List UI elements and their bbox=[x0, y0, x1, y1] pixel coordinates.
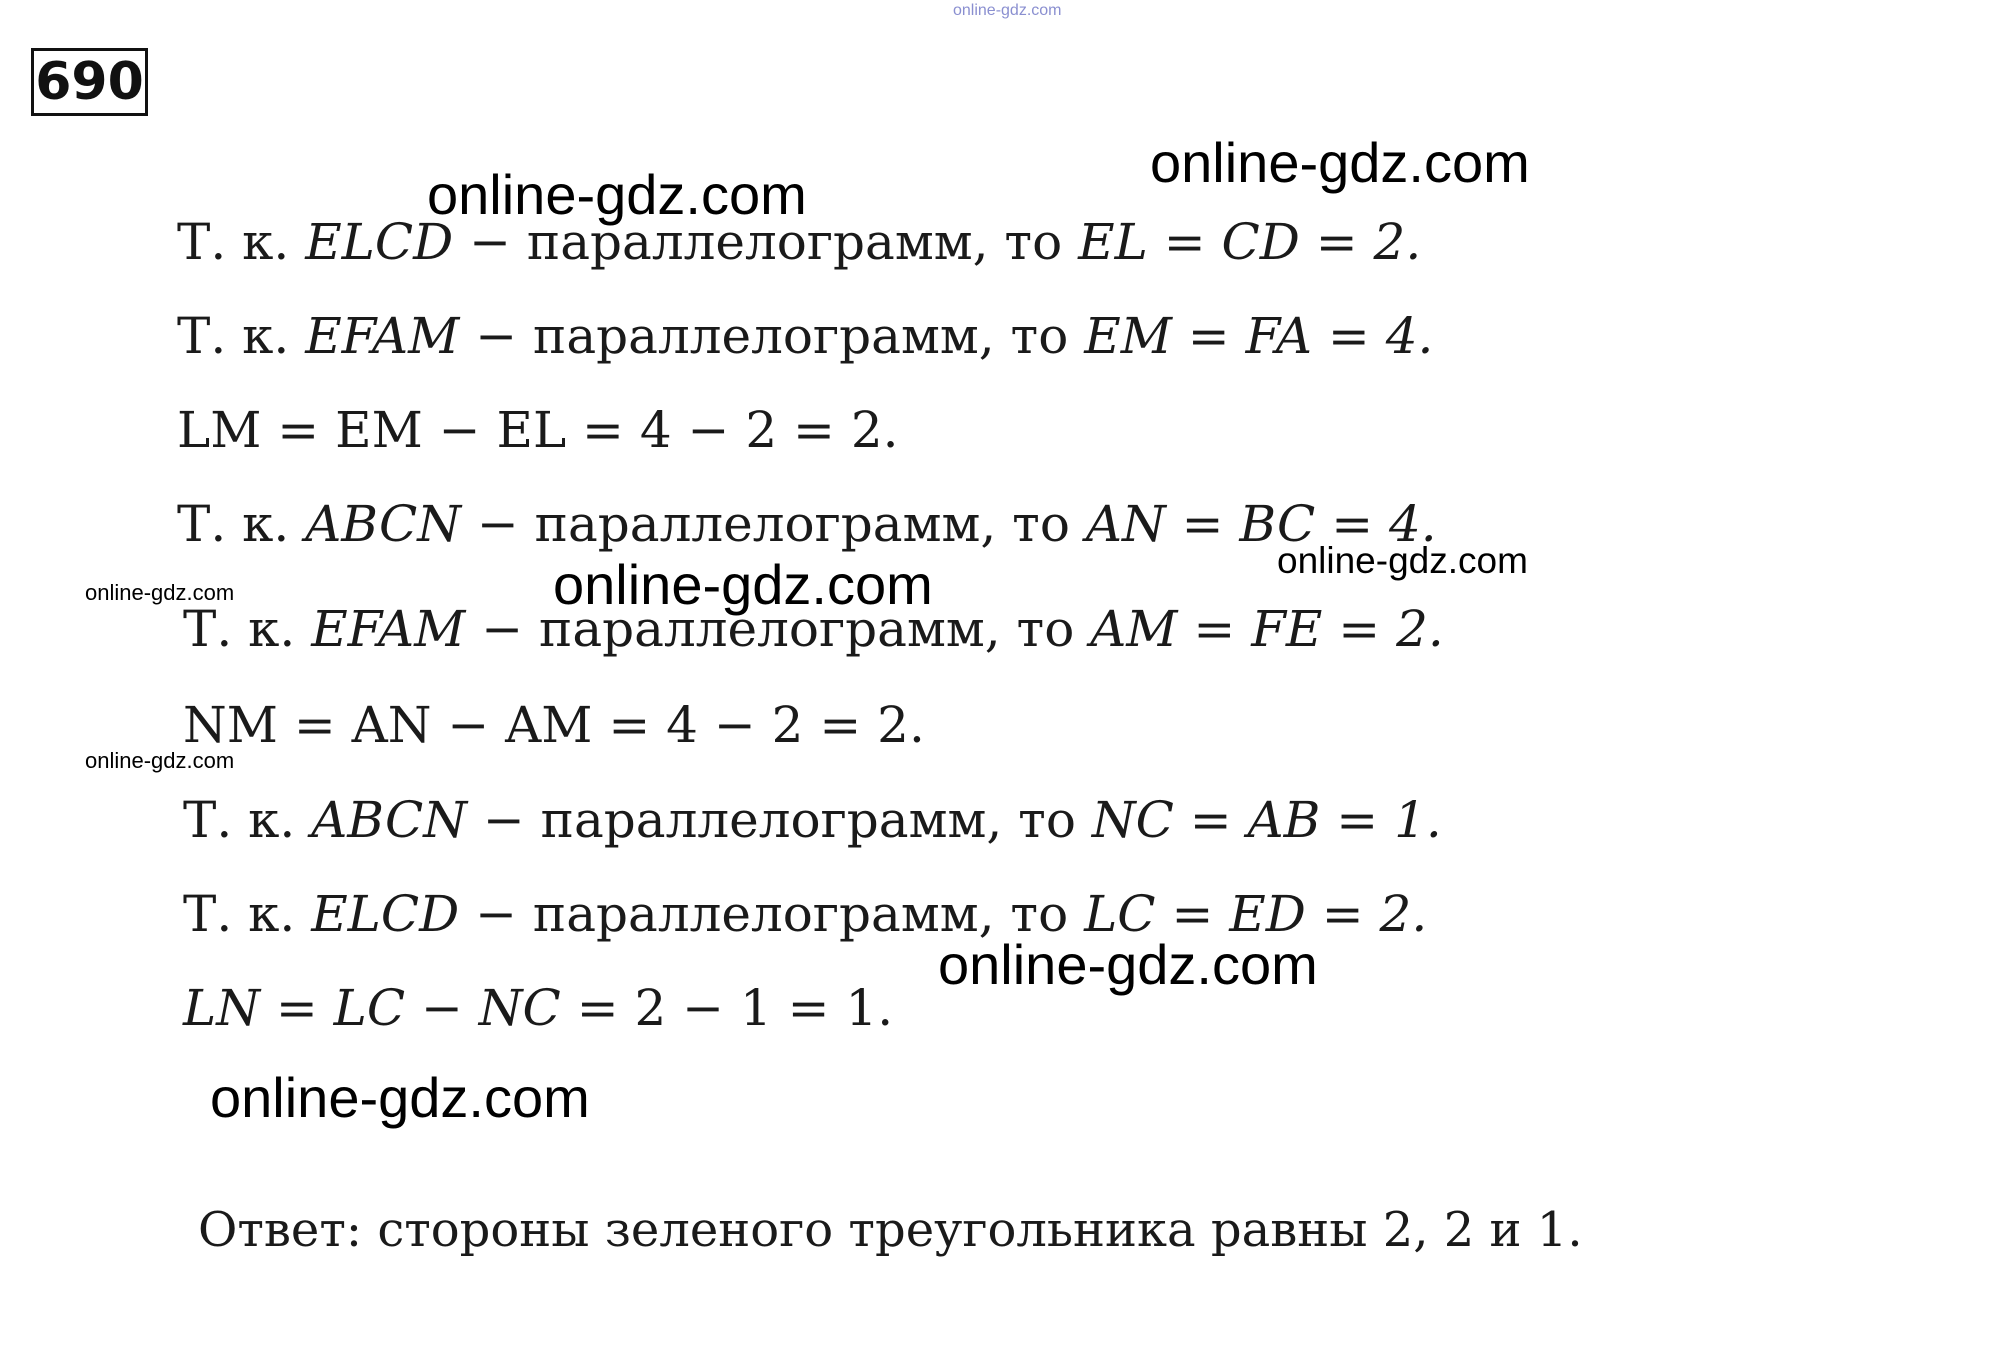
watermark: online-gdz.com bbox=[938, 933, 1318, 996]
figure-name: ABCN bbox=[305, 495, 461, 553]
line-equation: AN = BC = 4. bbox=[1085, 495, 1437, 553]
figure-name: ELCD bbox=[305, 213, 454, 271]
line-text: LM = EM − EL = 4 − 2 = 2. bbox=[177, 401, 899, 459]
solution-line-5 bbox=[183, 599, 1444, 659]
line-equation: NC = AB = 1. bbox=[1091, 791, 1442, 849]
line-text: = 2 − 1 = 1. bbox=[560, 979, 894, 1037]
line-equation: LC = ED = 2. bbox=[1084, 885, 1428, 943]
figure-name: ABCN bbox=[311, 791, 467, 849]
line-prefix: Т. к. bbox=[183, 791, 312, 849]
line-equation: LN = LC − NC bbox=[183, 979, 561, 1037]
watermark-top: online-gdz.com bbox=[953, 2, 1062, 19]
line-prefix: Т. к. bbox=[177, 213, 306, 271]
line-text: − параллелограмм, то bbox=[460, 495, 1086, 553]
line-prefix: Т. к. bbox=[183, 885, 312, 943]
line-text: − параллелограмм, то bbox=[459, 307, 1085, 365]
watermark: online-gdz.com bbox=[427, 163, 807, 226]
watermark: online-gdz.com bbox=[85, 748, 235, 773]
watermark: online-gdz.com bbox=[1150, 131, 1530, 194]
figure-name: EFAM bbox=[305, 307, 460, 365]
line-text: NM = AN − AM = 4 − 2 = 2. bbox=[183, 696, 925, 754]
line-equation: EM = FA = 4. bbox=[1084, 307, 1434, 365]
line-equation: EL = CD = 2. bbox=[1078, 213, 1422, 271]
solution-line-1 bbox=[177, 212, 1421, 272]
solution-line-2 bbox=[177, 306, 1433, 366]
line-text: − параллелограмм, то bbox=[465, 600, 1091, 658]
watermark: online-gdz.com bbox=[553, 553, 933, 616]
line-text: − параллелограмм, то bbox=[453, 213, 1079, 271]
line-prefix: Т. к. bbox=[177, 307, 306, 365]
solution-line-4 bbox=[177, 494, 1437, 554]
line-prefix: Т. к. bbox=[177, 495, 306, 553]
line-equation: AM = FE = 2. bbox=[1090, 600, 1444, 658]
watermark: online-gdz.com bbox=[85, 580, 235, 605]
watermark: online-gdz.com bbox=[1277, 540, 1528, 581]
figure-name: EFAM bbox=[311, 600, 466, 658]
solution-line-9 bbox=[183, 978, 893, 1038]
solution-line-6 bbox=[183, 695, 925, 755]
problem-number: 690 bbox=[31, 48, 148, 116]
solution-line-3 bbox=[177, 400, 899, 460]
line-text: − параллелограмм, то bbox=[459, 885, 1085, 943]
line-text: − параллелограмм, то bbox=[466, 791, 1092, 849]
solution-line-7 bbox=[183, 790, 1442, 850]
answer-line: Ответ: стороны зеленого треугольника равны 2, 2 и 1. bbox=[198, 1202, 1583, 1258]
line-prefix: Т. к. bbox=[183, 600, 312, 658]
figure-name: ELCD bbox=[311, 885, 460, 943]
watermark: online-gdz.com bbox=[210, 1066, 590, 1129]
